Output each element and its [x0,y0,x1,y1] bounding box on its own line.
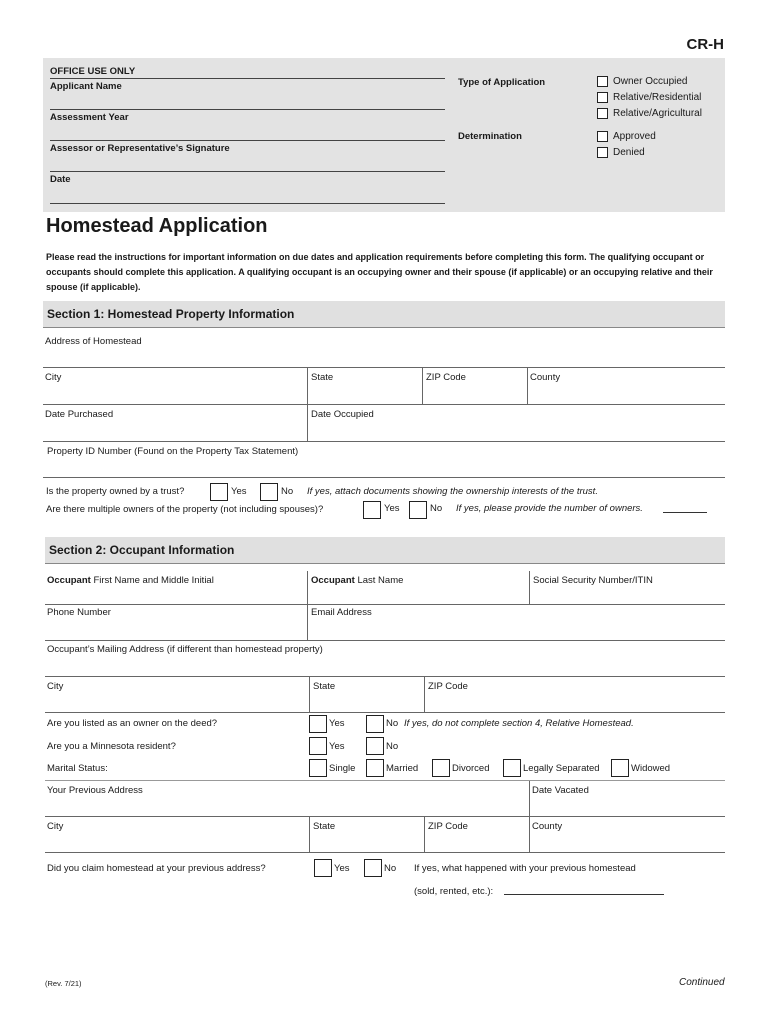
divider [307,571,308,604]
resident-question: Are you a Minnesota resident? [47,741,176,752]
claim-note: If yes, what happened with your previous homestead [414,863,636,874]
occupant-state-label: State [313,681,336,692]
checkbox-icon[interactable] [597,92,608,103]
address-field[interactable] [43,367,725,368]
date-occupied-label: Date Occupied [311,409,374,420]
prev-city-field[interactable] [45,852,725,853]
office-use-header: OFFICE USE ONLY [50,66,136,77]
divider [307,605,308,640]
prev-zip-label: ZIP Code [428,821,468,832]
resident-no-label: No [386,741,399,752]
divider [45,780,725,781]
divider [422,368,423,404]
divider [45,563,725,564]
date-line[interactable] [50,171,445,172]
divider [307,368,308,404]
divider [529,781,530,816]
claim-no-checkbox[interactable] [364,859,382,877]
section-2-header: Section 2: Occupant Information [45,537,725,563]
prev-city-label: City [47,821,64,832]
state-label: State [311,372,334,383]
owner-question: Are you listed as an owner on the deed? [47,718,218,729]
trust-yes-checkbox[interactable] [210,483,228,501]
multiple-owners-note: If yes, please provide the number of owners. [456,503,643,514]
trust-note: If yes, attach documents showing the ownership interests of the trust. [307,486,598,497]
marital-divorced-label: Divorced [452,763,490,774]
number-of-owners-field[interactable] [663,512,707,513]
trust-no-label: No [281,486,294,497]
divider [309,817,310,852]
checkbox-icon[interactable] [597,76,608,87]
property-id-label: Property ID Number (Found on the Property Tax Statement) [47,446,299,457]
ssn-label: Social Security Number/ITIN [533,575,653,586]
date-purchased-label: Date Purchased [45,409,114,420]
divider [309,677,310,712]
type-option-owner-occupied[interactable]: Owner Occupied [597,76,687,87]
assessment-year-label: Assessment Year [50,112,129,123]
type-option-relative-residential[interactable]: Relative/Residential [597,92,701,103]
date-entry-line[interactable] [50,203,445,204]
phone-email-field[interactable] [45,640,725,641]
marital-single-checkbox[interactable] [309,759,327,777]
city-state-zip-field[interactable] [43,404,725,405]
multiple-owners-no-checkbox[interactable] [409,501,427,519]
signature-label: Assessor or Representative’s Signature [50,143,230,154]
determination-option-denied[interactable]: Denied [597,147,645,158]
claim-question: Did you claim homestead at your previous address? [47,863,266,874]
divider [424,677,425,712]
owner-note: If yes, do not complete section 4, Relative Homestead. [404,718,634,729]
divider [43,327,725,328]
last-name-label: Occupant Last Name [311,575,404,586]
claim-yes-label: Yes [334,863,350,874]
revision-note: (Rev. 7/21) [45,979,82,988]
email-label: Email Address [311,607,372,618]
address-label: Address of Homestead [45,336,142,347]
marital-separated-label: Legally Separated [523,763,600,774]
occupant-city-label: City [47,681,64,692]
claim-no-label: No [384,863,397,874]
claim-note-2: (sold, rented, etc.): [414,886,494,897]
marital-separated-checkbox[interactable] [503,759,521,777]
occupant-zip-label: ZIP Code [428,681,468,692]
marital-status-label: Marital Status: [47,763,108,774]
first-name-label: Occupant First Name and Middle Initial [47,575,214,586]
mailing-address-label: Occupant’s Mailing Address (if different than homestead property) [47,644,323,655]
resident-yes-label: Yes [329,741,345,752]
determination-label: Determination [458,131,522,142]
prev-state-label: State [313,821,336,832]
mailing-address-field[interactable] [45,676,725,677]
trust-no-checkbox[interactable] [260,483,278,501]
previous-address-label: Your Previous Address [47,785,143,796]
office-use-box [43,58,725,212]
checkbox-icon[interactable] [597,147,608,158]
marital-widowed-label: Widowed [631,763,671,774]
occupant-city-field[interactable] [45,712,725,713]
owner-yes-checkbox[interactable] [309,715,327,733]
resident-yes-checkbox[interactable] [309,737,327,755]
previous-address-field[interactable] [45,816,725,817]
resident-no-checkbox[interactable] [366,737,384,755]
applicant-name-label: Applicant Name [50,81,122,92]
signature-line[interactable] [50,140,445,141]
multiple-owners-yes-label: Yes [384,503,400,514]
prev-county-label: County [532,821,563,832]
form-code: CR-H [686,36,724,53]
page-title: Homestead Application [46,215,268,237]
date-vacated-label: Date Vacated [532,785,589,796]
owner-yes-label: Yes [329,718,345,729]
divider [529,817,530,852]
checkbox-icon[interactable] [597,108,608,119]
name-ssn-field[interactable] [45,604,725,605]
marital-widowed-checkbox[interactable] [611,759,629,777]
multiple-owners-yes-checkbox[interactable] [363,501,381,519]
intro-text: Please read the instructions for important information on due dates and application requirements before completing this form. The qualifying occupant or occupants should complete this application. A qualifying occupant is an occupying owner and their spouse (if applicable) or an occupying relative and their spouse (if applicable). [46,252,713,292]
divider [424,817,425,852]
section-1-header: Section 1: Homestead Property Information [43,301,725,327]
marital-divorced-checkbox[interactable] [432,759,450,777]
owner-no-label: No [386,718,399,729]
divider [307,405,308,441]
determination-option-approved[interactable]: Approved [597,131,656,142]
claim-yes-checkbox[interactable] [314,859,332,877]
date-label: Date [50,174,71,185]
assessment-year-line[interactable] [50,109,445,110]
marital-married-label: Married [386,763,419,774]
dates-field[interactable] [43,441,725,442]
checkbox-icon[interactable] [597,131,608,142]
continued-note: Continued [679,977,725,988]
property-id-field[interactable] [43,477,725,478]
city-label: City [45,372,62,383]
county-label: County [530,372,561,383]
divider [529,571,530,604]
type-of-application-label: Type of Application [458,77,546,88]
marital-single-label: Single [329,763,356,774]
trust-question: Is the property owned by a trust? [46,486,185,497]
previous-homestead-field[interactable] [504,894,664,895]
multiple-owners-no-label: No [430,503,443,514]
applicant-name-line[interactable] [50,78,445,79]
marital-married-checkbox[interactable] [366,759,384,777]
zip-label: ZIP Code [426,372,466,383]
divider [527,368,528,404]
multiple-owners-question: Are there multiple owners of the property (not including spouses)? [46,504,324,515]
trust-yes-label: Yes [231,486,247,497]
phone-label: Phone Number [47,607,111,618]
type-option-relative-agricultural[interactable]: Relative/Agricultural [597,108,702,119]
owner-no-checkbox[interactable] [366,715,384,733]
